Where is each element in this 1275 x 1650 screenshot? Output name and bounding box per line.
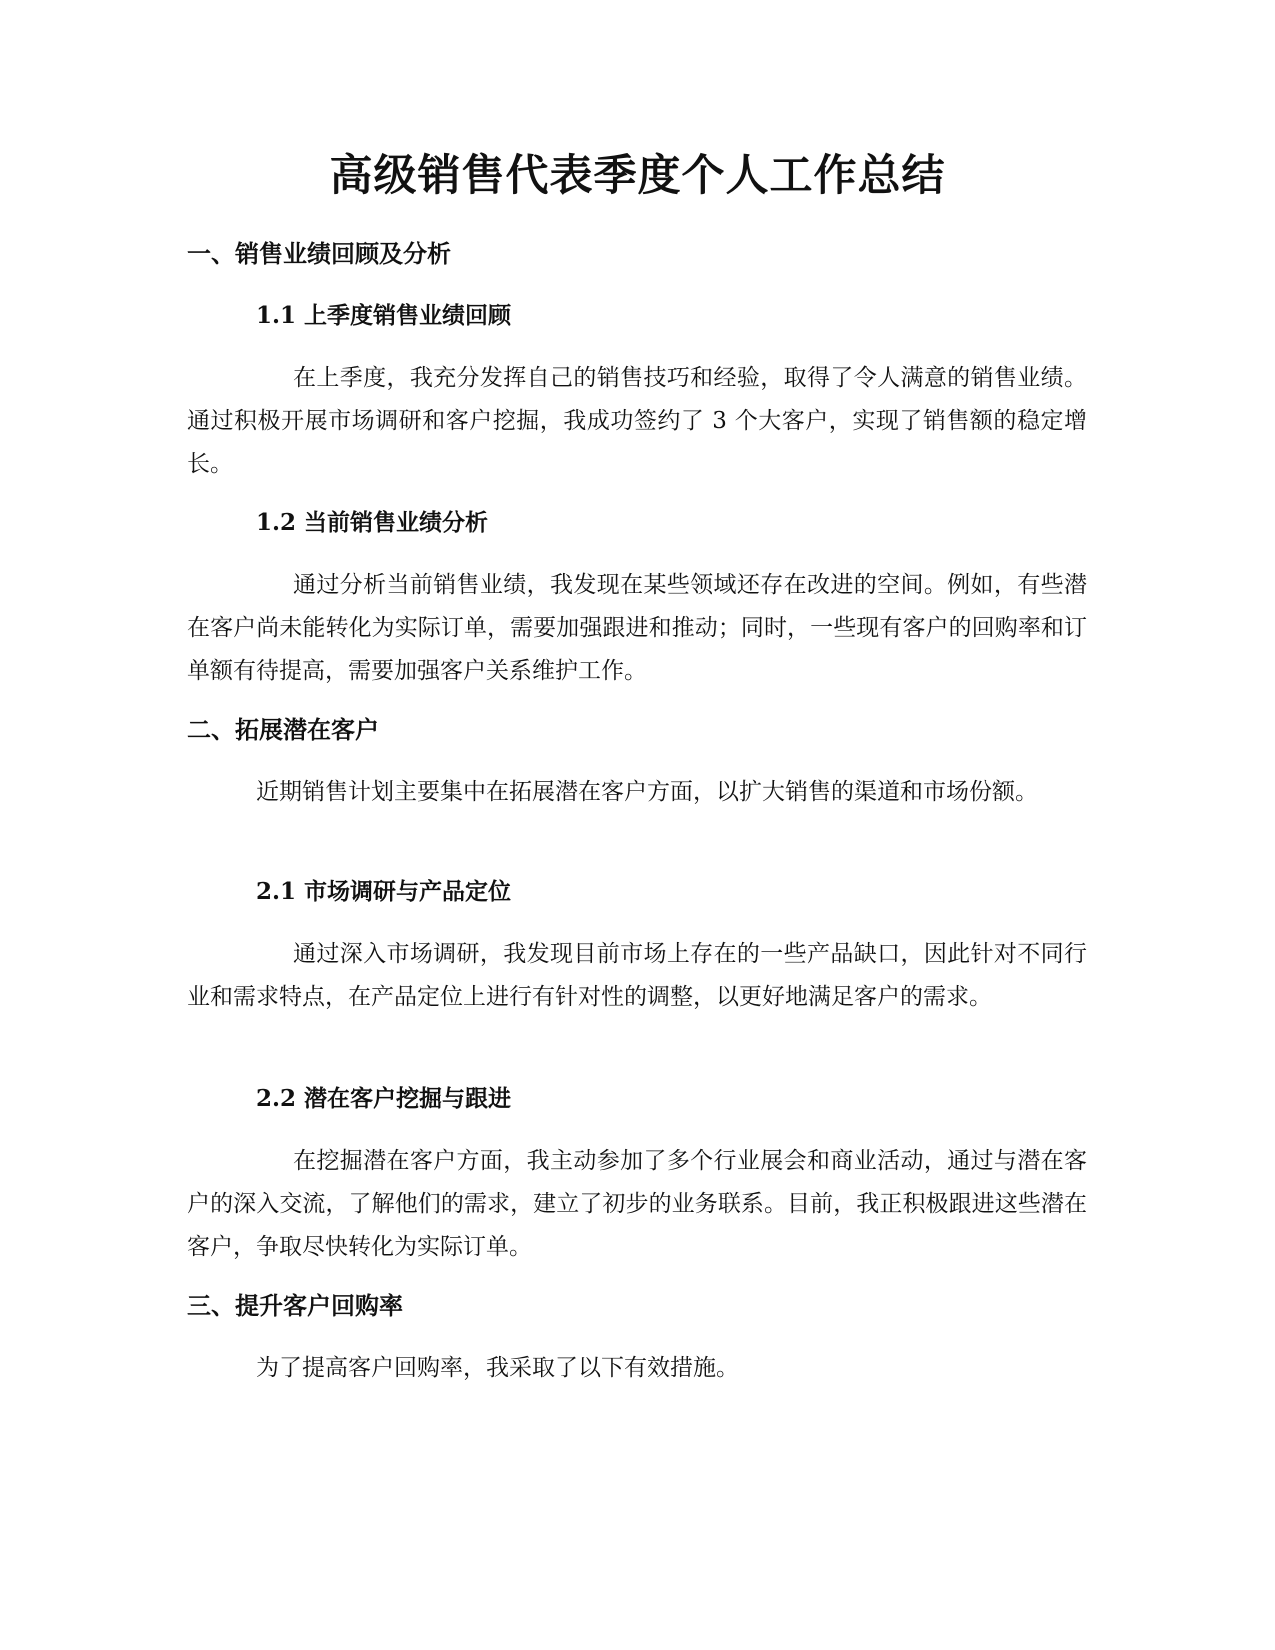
section-2-1-heading: 2.1 市场调研与产品定位 xyxy=(256,878,512,905)
document-title: 高级销售代表季度个人工作总结 xyxy=(329,151,946,201)
section-1-1-heading: 1.1 上季度销售业绩回顾 xyxy=(256,302,512,329)
section-2-1-paragraph: 通过深入市场调研，我发现目前市场上存在的一些产品缺口，因此针对不同行业和需求特点，在产品定位上进行有针对性的调整，以更好地满足客户的需求。 xyxy=(187,941,1087,1010)
section-1-1-paragraph: 在上季度，我充分发挥自己的销售技巧和经验，取得了令人满意的销售业绩。通过积极开展市场调研和客户挖掘，我成功签约了 3 个大客户，实现了销售额的稳定增长。 xyxy=(187,365,1087,477)
section-2-heading: 二、拓展潜在客户 xyxy=(187,716,379,744)
section-2-2-paragraph: 在挖掘潜在客户方面，我主动参加了多个行业展会和商业活动，通过与潜在客户的深入交流，了解他们的需求，建立了初步的业务联系。目前，我正积极跟进这些潜在客户，争取尽快转化为实际订单。 xyxy=(187,1148,1087,1260)
section-2-intro: 近期销售计划主要集中在拓展潜在客户方面，以扩大销售的渠道和市场份额。 xyxy=(256,779,1038,805)
section-1-2-heading: 1.2 当前销售业绩分析 xyxy=(256,509,489,536)
section-3-heading: 三、提升客户回购率 xyxy=(187,1292,403,1320)
section-2-2-heading: 2.2 潜在客户挖掘与跟进 xyxy=(256,1085,512,1112)
section-3-intro: 为了提高客户回购率，我采取了以下有效措施。 xyxy=(256,1355,739,1381)
section-1-heading: 一、销售业绩回顾及分析 xyxy=(187,240,451,268)
section-1-2-paragraph: 通过分析当前销售业绩，我发现在某些领域还存在改进的空间。例如，有些潜在客户尚未能转化为实际订单，需要加强跟进和推动；同时，一些现有客户的回购率和订单额有待提高，需要加强客户关系维护工作。 xyxy=(187,572,1087,684)
